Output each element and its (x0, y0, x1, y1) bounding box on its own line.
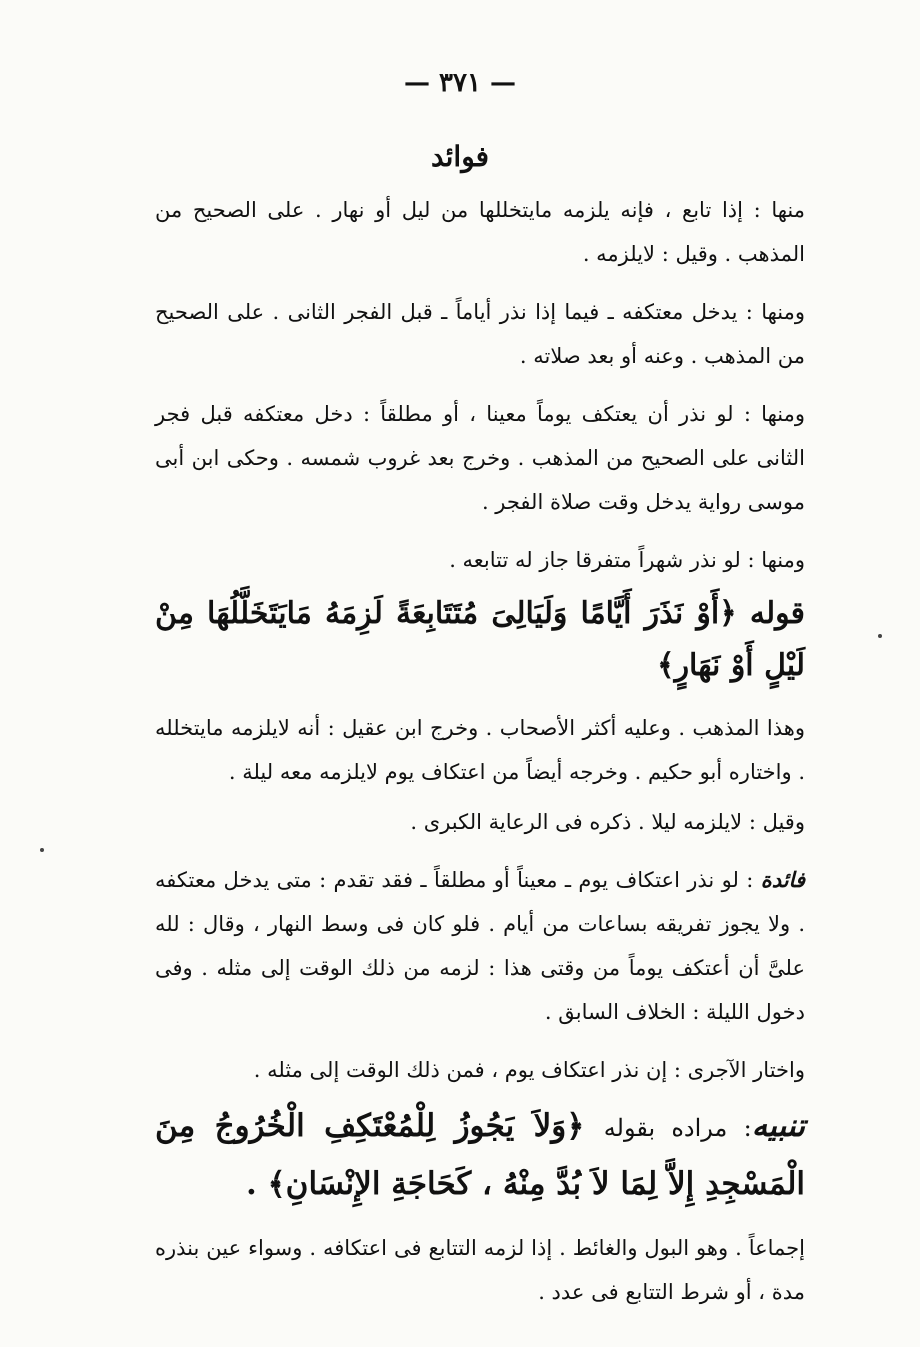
tanbih-intro: : مراده بقوله (603, 1114, 752, 1142)
faida-label: فائدة (760, 867, 805, 892)
paragraph-4: ومنها : لو نذر شهراً متفرقا جاز له تتابعه . (449, 548, 805, 572)
scan-speck (40, 848, 44, 852)
page-number: — ٣٧١ — (403, 68, 517, 98)
quranic-quote-1 (155, 588, 805, 692)
paragraph-1: منها : إذا تابع ، فإنه يلزمه مايتخللها من ليل أو نهار . على الصحيح من المذهب . وقيل : لايلزمه . (155, 198, 805, 266)
tanbih-quote: ﴿وَلاَ يَجُوزُ لِلْمُعْتَكِفِ الْخُرُوجُ مِنَ الْمَسْجِدِ إِلاَّ لِمَا لاَ بُدَّ مِنْهُ ، كَحَاجَةِ الإِنْسَانِ﴾ . (155, 1108, 805, 1202)
section-heading: فوائد (430, 140, 490, 173)
page-body (155, 188, 805, 1328)
quote-label: قوله (749, 596, 805, 631)
paragraph-6: وقيل : لايلزمه ليلا . ذكره فى الرعاية الكبرى . (410, 810, 805, 834)
paragraph-2: ومنها : يدخل معتكفه ـ فيما إذا نذر أياماً ـ قبل الفجر الثانى . على الصحيح من المذهب . وعنه أو بعد صلاته . (155, 300, 805, 368)
faida-text: : لو نذر اعتكاف يوم ـ معيناً أو مطلقاً ـ فقد تقدم : متى يدخل معتكفه . ولا يجوز تفريقه بساعات من أيام . فلو كان فى وسط النهار ، وقال : لله علىَّ أن أعتكف يوماً من وقتى هذا : لزمه من ذلك الوقت إلى مثله . وفى دخول الليلة : الخلاف السابق . (155, 868, 805, 1024)
tanbih-label: تنبيه (751, 1108, 805, 1144)
paragraph-5: وهذا المذهب . وعليه أكثر الأصحاب . وخرج ابن عقيل : أنه لايلزمه مايتخلله . واختاره أبو حكيم . وخرجه أيضاً من اعتكاف يوم لايلزمه معه ليلة . (155, 716, 805, 784)
paragraph-3: ومنها : لو نذر أن يعتكف يوماً معينا ، أو مطلقاً : دخل معتكفه قبل فجر الثانى على الصحيح من المذهب . وخرج بعد غروب شمسه . وحكى ابن أبى موسى رواية يدخل وقت صلاة الفجر . (155, 402, 805, 514)
scan-speck (878, 634, 882, 638)
tanbih-paragraph (155, 1098, 805, 1212)
quote-text: ﴿أَوْ نَذَرَ أَيَّامًا وَلَيَالِىَ مُتَتَابِعَةً لَزِمَهُ مَايَتَخَلَّلُهَا مِنْ لَيْلٍ أَوْ نَهَارٍ﴾ (155, 596, 805, 683)
faida-paragraph (155, 858, 805, 1034)
final-paragraph: إجماعاً . وهو البول والغائط . إذا لزمه التتابع فى اعتكافه . وسواء عين بنذره مدة ، أو شرط التتابع فى عدد . (155, 1236, 805, 1304)
ajurri-paragraph: واختار الآجرى : إن نذر اعتكاف يوم ، فمن ذلك الوقت إلى مثله . (253, 1058, 805, 1082)
